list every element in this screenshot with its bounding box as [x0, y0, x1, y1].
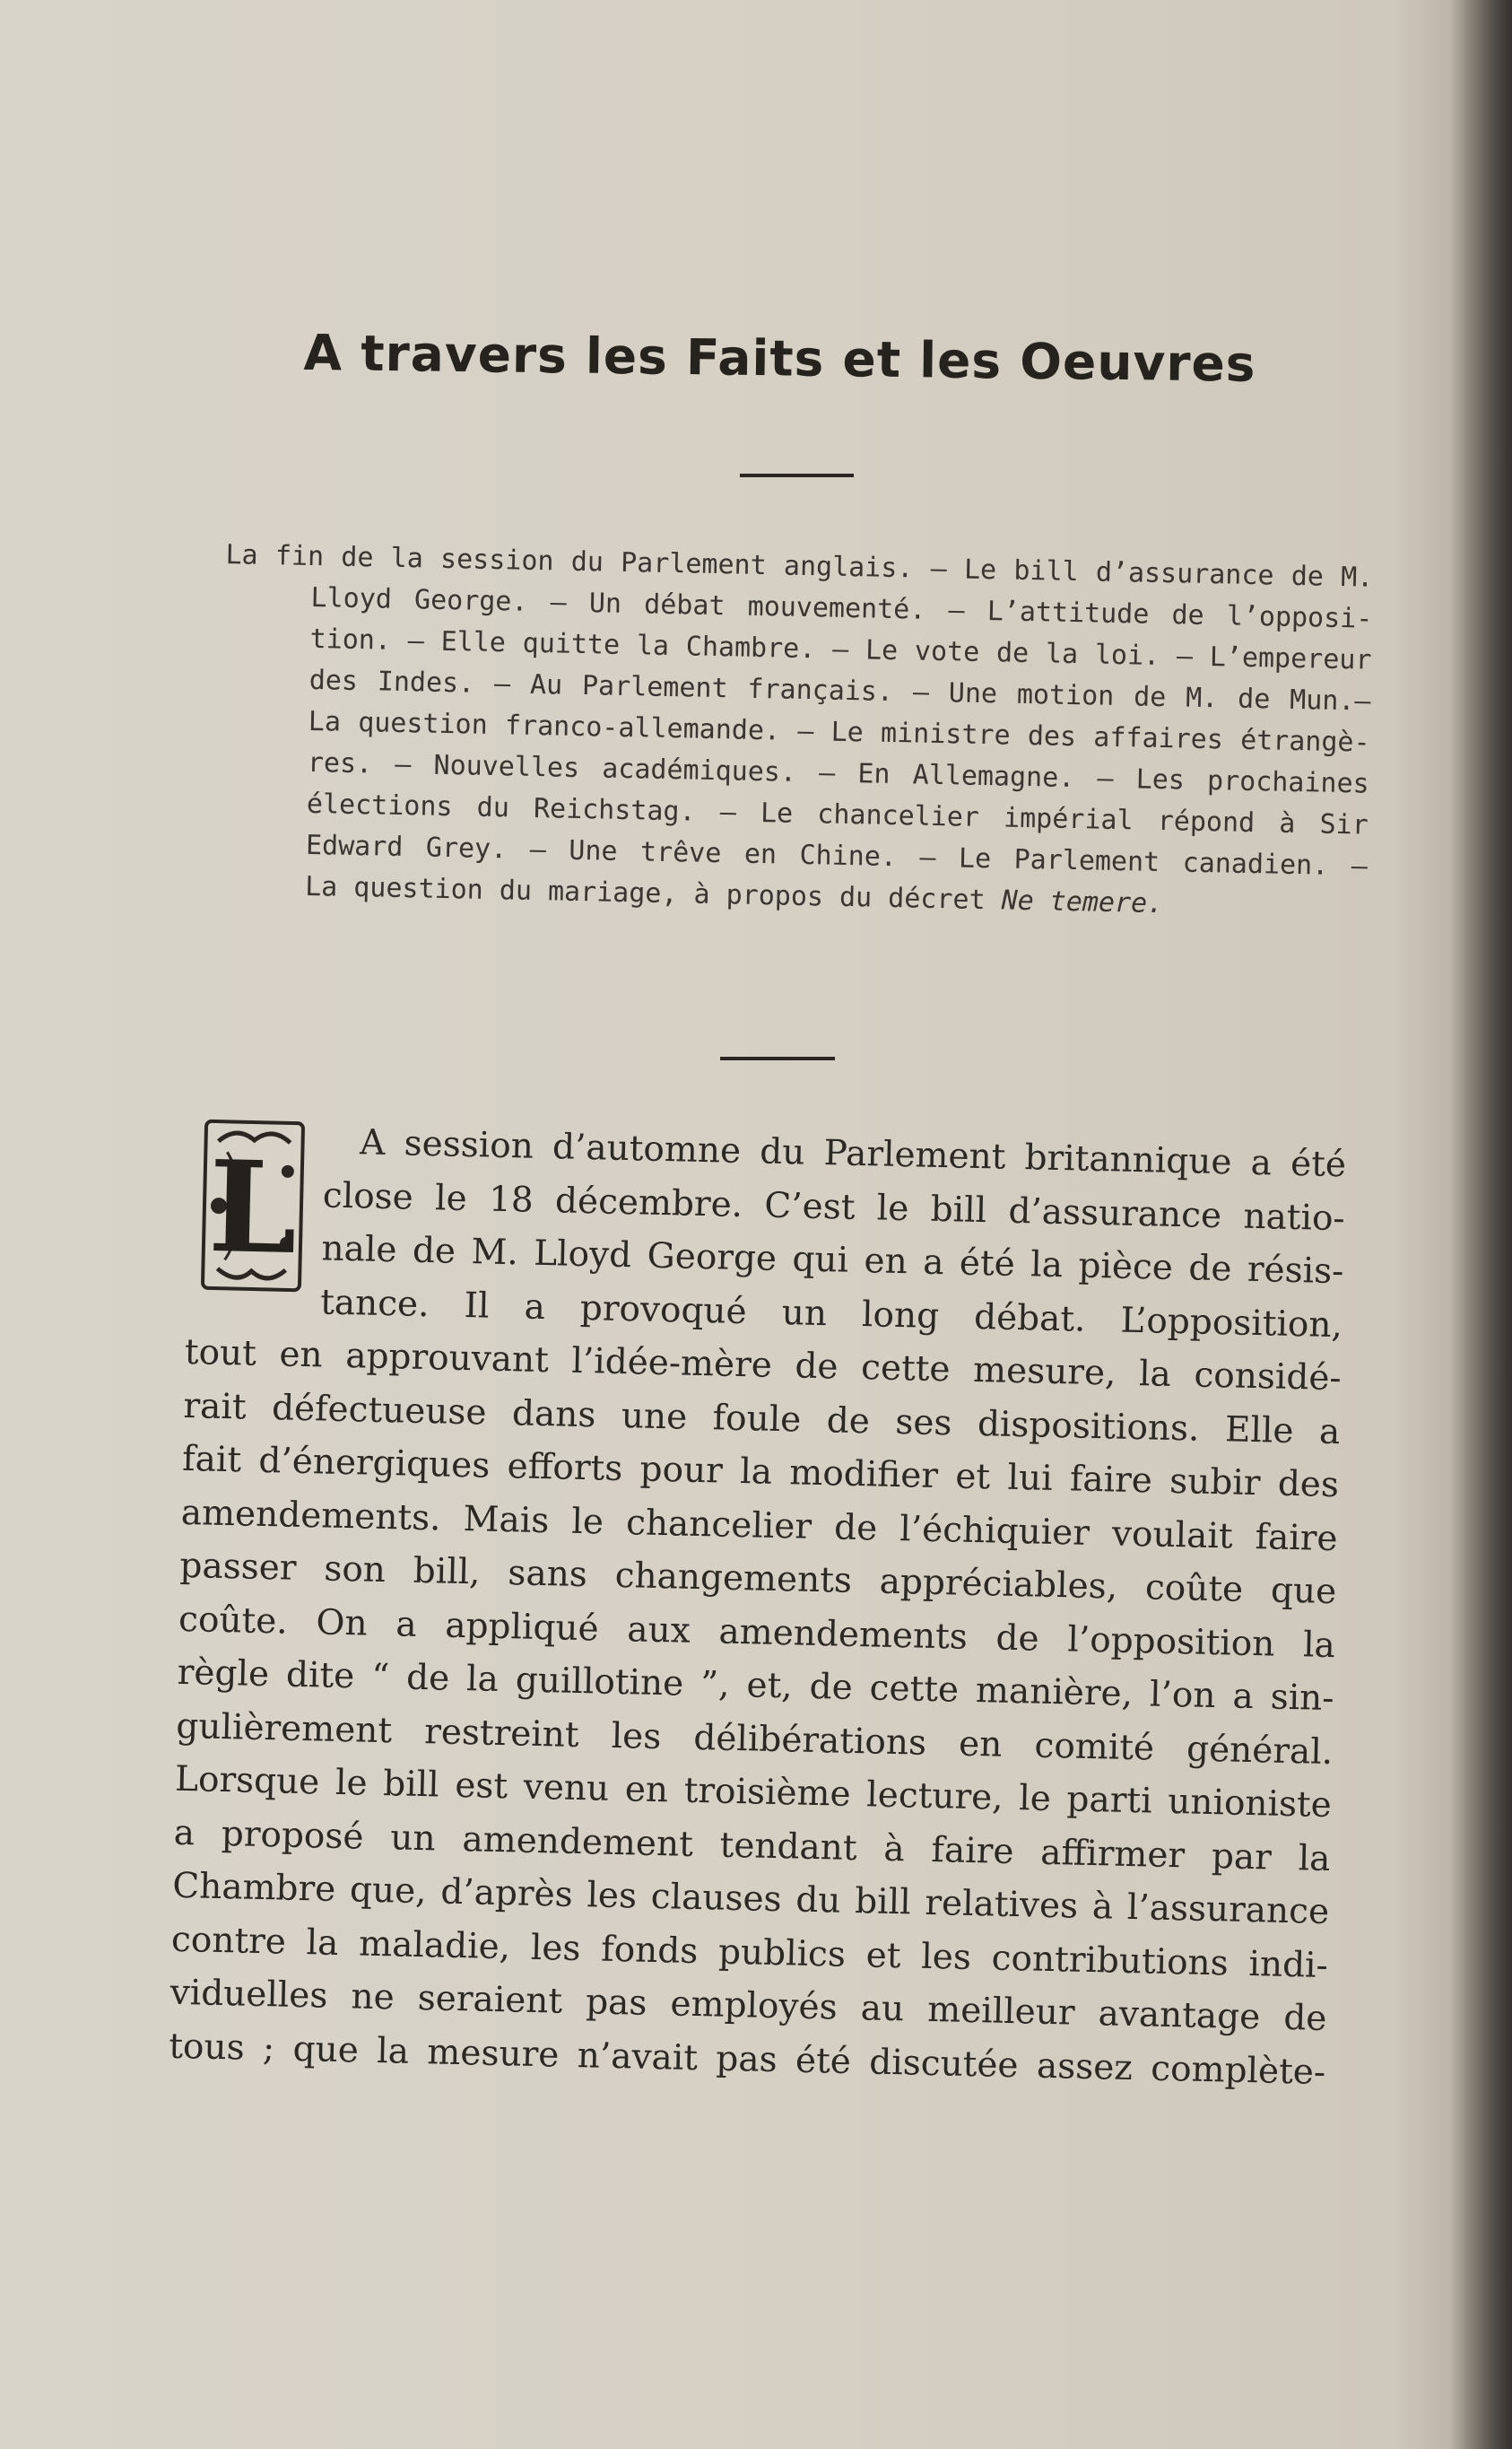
- body-line: passer son bill, sans changements appréciables, coûte que: [179, 1545, 1337, 1613]
- summary-line: des Indes. — Au Parlement français. — Une motion de M. de Mun.—: [308, 664, 1371, 718]
- section-rule: [720, 1057, 835, 1060]
- summary-line: La question franco-allemande. — Le ministre des affaires étrangè-: [308, 705, 1370, 759]
- body-line: gulièrement restreint les délibérations en comité général.: [175, 1705, 1334, 1773]
- article-title: A travers les Faits et les Oeuvres: [303, 323, 1256, 393]
- body-line: tout en approuvant l’idée-mère de cette mesure, la considé-: [184, 1331, 1343, 1399]
- binding-shadow: [1449, 0, 1512, 2449]
- summary-italic-term: Ne temere.: [1001, 885, 1164, 920]
- body-line: contre la maladie, les fonds publics et les contributions indi-: [170, 1919, 1329, 1986]
- article-body: [169, 1112, 1347, 2099]
- body-line: tance. Il a provoqué un long débat. L’opposition,: [319, 1281, 1343, 1346]
- body-line: close le 18 décembre. C’est le bill d’assurance natio-: [322, 1174, 1346, 1239]
- summary-line: La fin de la session du Parlement anglais. — Le bill d’assurance de M.: [225, 538, 1374, 594]
- body-line: coûte. On a appliqué aux amendements de l’opposition la: [178, 1599, 1336, 1666]
- summary-line: Edward Grey. — Une trêve en Chine. — Le Parlement canadien. —: [305, 829, 1369, 883]
- body-line: a proposé un amendement tendant à faire affirmer par la: [173, 1812, 1331, 1879]
- summary-line: Lloyd George. — Un débat mouvementé. — L’attitude de l’opposi-: [310, 581, 1373, 635]
- body-line: amendements. Mais le chancelier de l’échiquier voulait faire: [180, 1492, 1339, 1559]
- summary-line: res. — Nouvelles académiques. — En Allemagne. — Les prochaines: [307, 746, 1370, 800]
- body-line: rait défectueuse dans une foule de ses dispositions. Elle a: [183, 1385, 1341, 1452]
- drop-cap-letter: L: [206, 1133, 299, 1284]
- body-line: Chambre que, d’après les clauses du bill relatives à l’assurance: [171, 1865, 1330, 1933]
- body-line: fait d’énergiques efforts pour la modifier et lui faire subir des: [181, 1438, 1340, 1506]
- summary-line: élections du Reichstag. — Le chancelier impérial répond à Sir: [306, 788, 1369, 841]
- body-line: viduelles ne seraient pas employés au meilleur avantage de: [169, 1972, 1327, 2040]
- summary-line: tion. — Elle quitte la Chambre. — Le vote de la loi. — L’empereur: [309, 623, 1372, 676]
- summary-block: [219, 535, 1374, 929]
- body-line: nale de M. Lloyd George qui en a été la pièce de résis-: [321, 1228, 1344, 1293]
- body-line: A session d’automne du Parlement britannique a été: [359, 1122, 1347, 1186]
- title-rule: [740, 474, 854, 477]
- body-line: tous ; que la mesure n’avait pas été discutée assez complète-: [168, 2026, 1326, 2093]
- body-line: règle dite “ de la guillotine ”, et, de cette manière, l’on a sin-: [177, 1652, 1335, 1720]
- summary-last-text: La question du mariage, à propos du décret: [304, 870, 1002, 917]
- body-line: Lorsque le bill est venu en troisième lecture, le parti unioniste: [174, 1758, 1333, 1826]
